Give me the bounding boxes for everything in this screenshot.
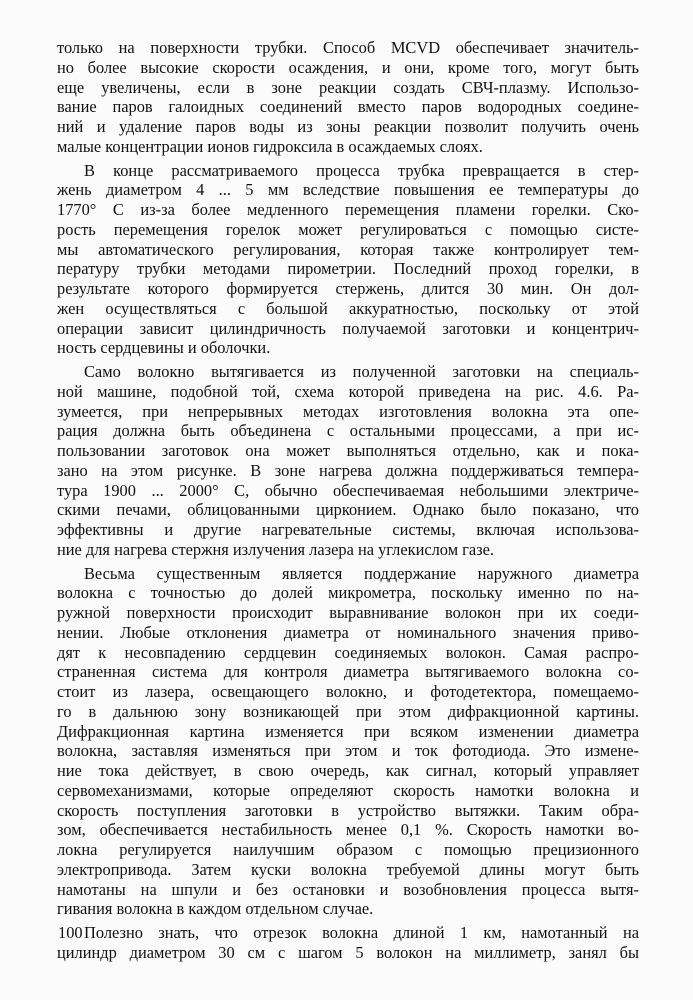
text-line: 1770° С из-за более медленного перемещения пламени горелки. Ско- bbox=[57, 200, 639, 219]
text-line: локна регулируется наилучшим образом с помощью прецизионного bbox=[57, 840, 639, 859]
text-line: сервомеханизмами, которые определяют скорость намотки волокна и bbox=[57, 780, 639, 800]
text-line: В конце рассматриваемого процесса трубка превращается в стер- bbox=[84, 160, 639, 180]
text-line: малые концентрации ионов гидроксила в осаждаемых слоях. bbox=[57, 136, 483, 156]
text-line: ность сердцевины и оболочки. bbox=[57, 338, 271, 358]
text-line: стоит из лазера, освещающего волокно, и фотодетектора, помещаемо- bbox=[57, 682, 639, 701]
text-line: еще увеличены, если в зоне реакции создать СВЧ-плазму. Использо- bbox=[57, 77, 639, 97]
text-line: только на поверхности трубки. Способ MCVD обеспечивает значитель- bbox=[57, 38, 639, 57]
text-line: Весьма существенным является поддержание наружного диаметра bbox=[84, 563, 639, 583]
text-line: страненная система для контроля диаметра вытягиваемого волокна со- bbox=[57, 662, 639, 682]
text-line: зом, обеспечивается нестабильность менее 0,1 %. Скорость намотки во- bbox=[57, 820, 639, 840]
paragraph bbox=[57, 38, 639, 157]
text-line: жен осуществляться с большой аккуратностью, поскольку от этой bbox=[57, 298, 639, 318]
text-line: зумеется, при непрерывных методах изготовления волокна эта опе- bbox=[57, 401, 639, 421]
text-line: вание паров галоидных соединений вместо паров водородных соедине- bbox=[57, 97, 639, 117]
text-line: тура 1900 ... 2000° С, обычно обеспечиваемая небольшими электриче- bbox=[57, 480, 639, 500]
paragraph bbox=[57, 564, 639, 920]
text-line: гивания волокна в каждом отдельном случае. bbox=[57, 899, 374, 919]
text-line: пературу трубки методами пирометрии. Последний проход горелки, в bbox=[57, 259, 639, 279]
text-line: ной машине, подобной той, схема которой приведена на рис. 4.6. Ра- bbox=[57, 381, 639, 401]
paragraph bbox=[57, 362, 639, 560]
text-line: скорость поступления заготовки в устройство вытяжки. Таким обра- bbox=[57, 800, 639, 820]
text-line: эффективны и другие нагревательные системы, включая использова- bbox=[57, 520, 639, 539]
text-line: Полезно знать, что отрезок волокна длиной 1 км, намотанный на bbox=[84, 923, 639, 942]
text-line: ний и удаление паров воды из зоны реакции позволит получить очень bbox=[57, 117, 639, 136]
paragraph bbox=[57, 923, 639, 963]
text-line: жень диаметром 4 ... 5 мм вследствие повышения ее температуры до bbox=[57, 180, 639, 200]
text-line: го в дальнюю зону возникающей при этом дифракционной картины. bbox=[57, 701, 639, 721]
text-line: мы автоматического регулирования, которая также контролирует тем- bbox=[57, 239, 639, 259]
text-line: пользовании заготовок она может выполняться отдельно, как и пока- bbox=[57, 441, 639, 460]
text-line: волокна, заставляя изменяться при этом и ток фотодиода. Это измене- bbox=[57, 741, 639, 761]
text-line: операции зависит цилиндричность получаемой заготовки и концентрич- bbox=[57, 318, 639, 338]
text-line: дят к несовпадению сердцевин соединяемых волокон. Самая распро- bbox=[57, 642, 639, 662]
text-line: результате которого формируется стержень, длится 30 мин. Он дол- bbox=[57, 279, 639, 298]
text-line: зано на этом рисунке. В зоне нагрева должна поддерживаться темпера- bbox=[57, 460, 639, 480]
text-line: волокна с точностью до долей микрометра, поскольку именно по на- bbox=[57, 583, 639, 603]
text-line: нении. Любые отклонения диаметра от номинального значения приво- bbox=[57, 622, 639, 642]
text-line: цилиндр диаметром 30 см с шагом 5 волокон на миллиметр, занял бы bbox=[57, 942, 639, 962]
text-line: ружной поверхности происходит выравнивание волокон при их соеди- bbox=[57, 603, 639, 622]
text-line: ние для нагрева стержня излучения лазера на углекислом газе. bbox=[57, 539, 495, 559]
text-line: намотаны на шпули и без остановки и возобновления процесса вытя- bbox=[57, 879, 639, 899]
text-line: ние тока действует, в свою очередь, как сигнал, который управляет bbox=[57, 761, 639, 780]
text-line: скими печами, облицованными цирконием. Однако было показано, что bbox=[57, 500, 639, 520]
text-line: электропривода. Затем куски волокна требуемой длины могут быть bbox=[57, 859, 639, 879]
paragraph bbox=[57, 161, 639, 359]
text-line: Дифракционная картина изменяется при всяком изменении диаметра bbox=[57, 721, 639, 741]
body-text bbox=[57, 38, 639, 963]
text-line: но более высокие скорости осаждения, и они, кроме того, могут быть bbox=[57, 57, 639, 77]
text-line: рация должна быть объединена с остальными процессами, а при ис- bbox=[57, 421, 639, 441]
text-line: рость перемещения горелок может регулироваться с помощью систе- bbox=[57, 219, 639, 239]
page-number: 100 bbox=[58, 923, 83, 942]
text-line: Само волокно вытягивается из полученной заготовки на специаль- bbox=[84, 362, 639, 381]
